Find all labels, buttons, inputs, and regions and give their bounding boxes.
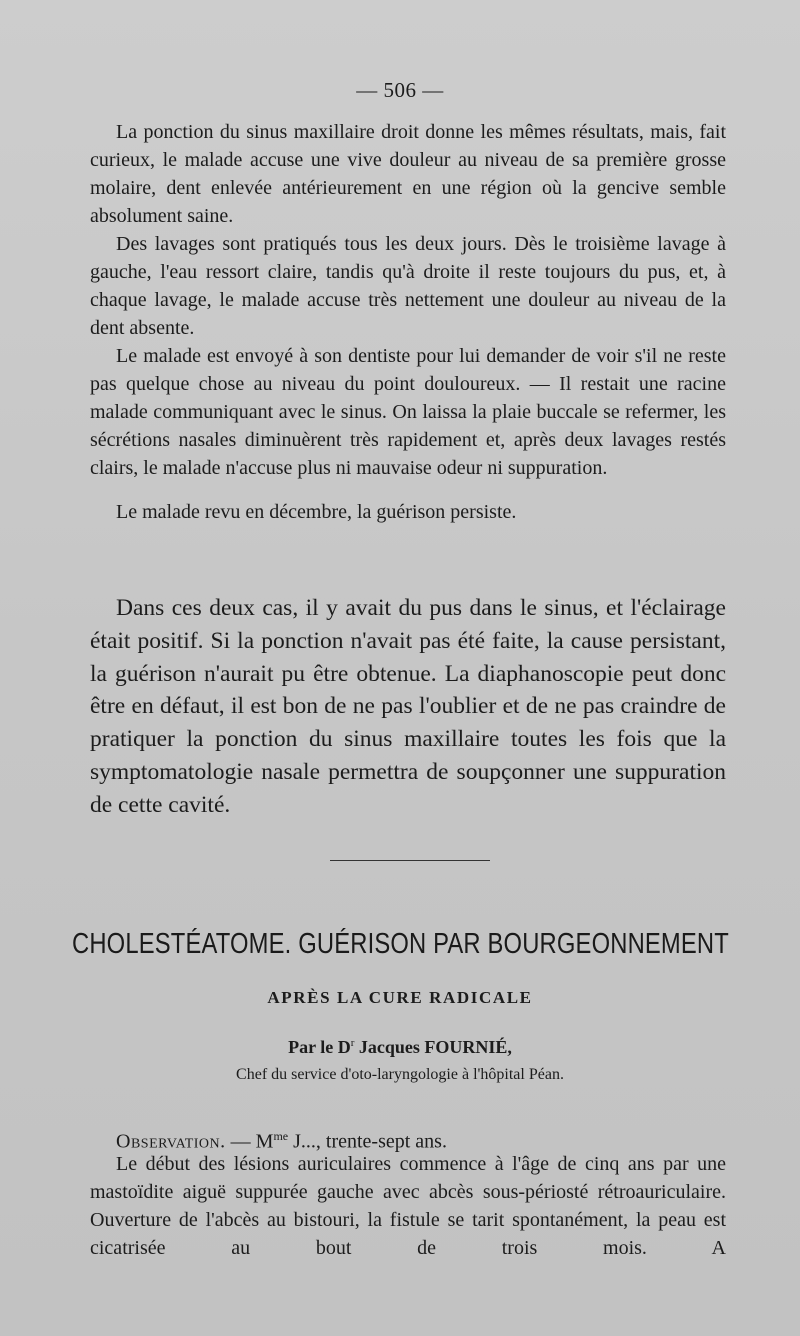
observation-superscript: me	[273, 1129, 289, 1143]
observation-patient: J..., trente-sept ans.	[288, 1130, 447, 1153]
observation-label: Observation.	[116, 1130, 226, 1153]
author-affiliation: Chef du service d'oto-laryngologie à l'hôpital Péan.	[236, 1066, 564, 1083]
paragraph-conclusion	[90, 592, 726, 822]
byline-prefix: Par le D	[288, 1037, 351, 1057]
paragraph-text: Le malade est envoyé à son dentiste pour lui demander de voir s'il ne reste pas quelque chose au niveau du point douloureux. — Il restait une racine malade communiquant avec le sinus. On laissa la plaie buccale se refermer, les sécrétions nasales diminuèrent très rapidement et, après deux lavages restés clairs, le malade n'accuse plus ni mauvaise odeur ni suppuration.	[90, 345, 726, 480]
paragraph-lavages	[90, 230, 726, 342]
paragraph-ponction	[90, 118, 726, 230]
article-subtitle: APRÈS LA CURE RADICALE	[267, 988, 533, 1007]
paragraph-text: Des lavages sont pratiqués tous les deux jours. Dès le troisième lavage à gauche, l'eau ressort claire, tandis qu'à droite il reste toujours du pus, et, à chaque lavage, le malade accuse très nettement une douleur au niveau de la dent absente.	[90, 233, 726, 340]
paragraph-observation-body	[90, 1150, 726, 1262]
author-name: Jacques FOURNIÉ,	[358, 1037, 512, 1057]
observation-dash: — M	[225, 1130, 274, 1153]
article-title: CHOLESTÉATOME. GUÉRISON PAR BOURGEONNEMENT	[72, 928, 729, 960]
author-byline	[0, 1037, 800, 1058]
page-number: — 506 —	[356, 78, 444, 102]
paragraph-text: La ponction du sinus maxillaire droit donne les mêmes résultats, mais, fait curieux, le malade accuse une vive douleur au niveau de sa première grosse molaire, dent enlevée antérieurement en une région où la gencive semble absolument saine.	[90, 121, 726, 228]
paragraph-revu	[90, 498, 726, 526]
conclusion-text: Dans ces deux cas, il y avait du pus dans le sinus, et l'éclairage était positif. Si la ponction n'avait pas été faite, la cause persistant, la guérison n'aurait pu être obtenue. La diaphanoscopie peut donc être en défaut, il est bon de ne pas l'oublier et de ne pas craindre de pratiquer la ponction du sinus maxillaire toutes les fois que la symptomatologie nasale permettra de soupçonner une suppuration de cette cavité.	[90, 595, 726, 818]
observation-body-text: Le début des lésions auriculaires commence à l'âge de cinq ans par une mastoïdite aiguë suppurée gauche avec abcès sous-périosté rétroauriculaire. Ouverture de l'abcès au bistouri, la fistule se tarit spontanément, la peau est cicatrisée au bout de trois mois. A	[90, 1153, 726, 1260]
byline-superscript: r	[350, 1037, 355, 1049]
paragraph-text: Le malade revu en décembre, la guérison persiste.	[116, 501, 517, 523]
paragraph-dentiste	[90, 342, 726, 482]
section-divider	[330, 860, 490, 861]
